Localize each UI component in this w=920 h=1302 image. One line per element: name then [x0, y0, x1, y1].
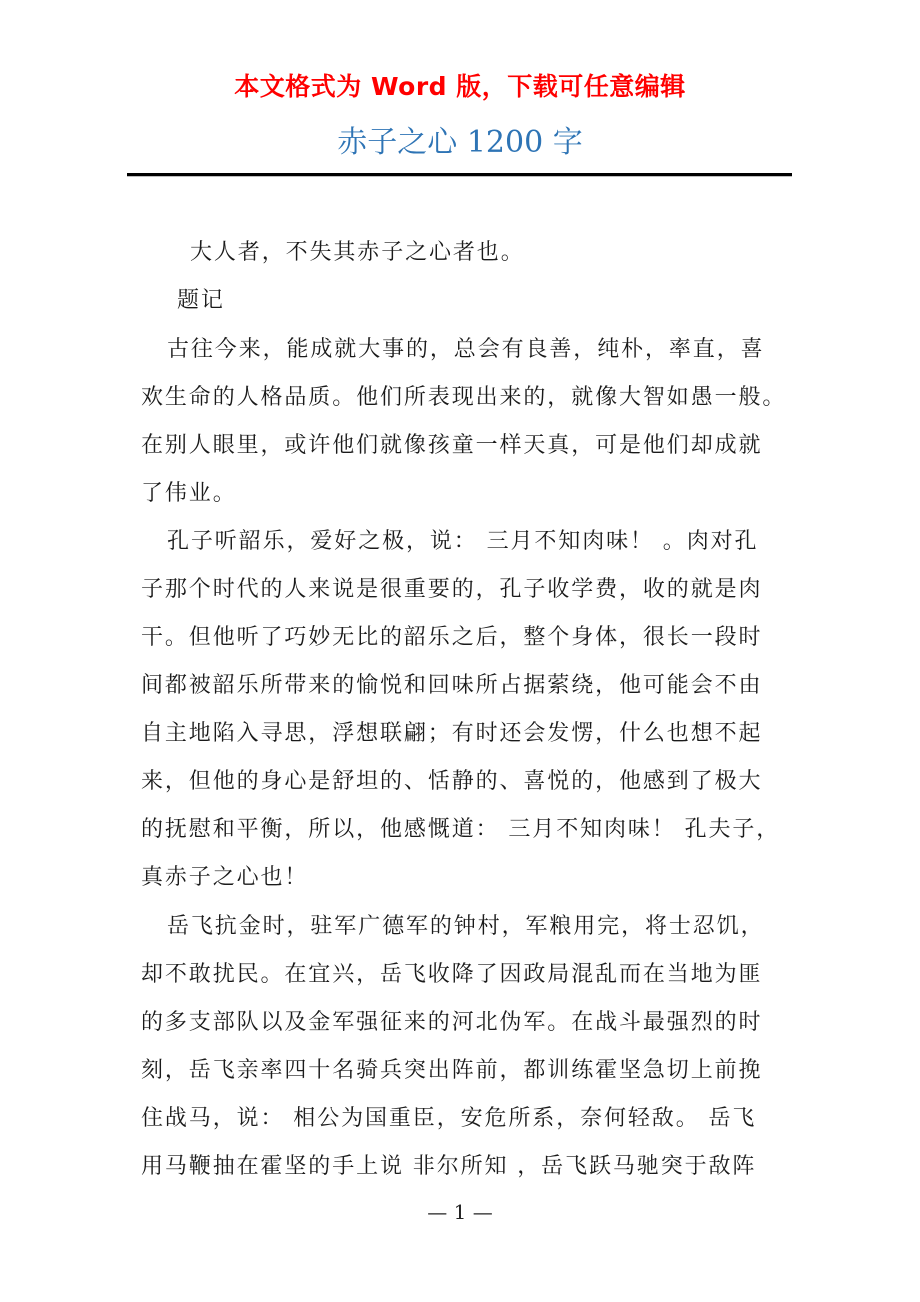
- text-line: 欢生命的人格品质。他们所表现出来的，就像大智如愚一般。: [141, 385, 787, 410]
- text-line: 住战马，说： 相公为国重臣，安危所系，奈何轻敌。 岳飞: [141, 1106, 757, 1131]
- title-divider-shadow: [127, 176, 792, 177]
- text-line: 题记: [177, 288, 225, 313]
- text-line: 的多支部队以及金军强征来的河北伪军。在战斗最强烈的时: [141, 1010, 763, 1035]
- page-number: — 1 —: [427, 1200, 493, 1224]
- text-line: 古往今来，能成就大事的，总会有良善，纯朴，率直，喜: [167, 337, 765, 362]
- text-line: 用马鞭抽在霍坚的手上说 非尔所知 ，岳飞跃马驰突于敌阵: [141, 1154, 757, 1179]
- text-line: 子那个时代的人来说是很重要的，孔子收学费，收的就是肉: [141, 577, 763, 602]
- text-line: 间都被韶乐所带来的愉悦和回味所占据萦绕，他可能会不由: [141, 673, 763, 698]
- text-line: 自主地陷入寻思，浮想联翩；有时还会发愣，什么也想不起: [141, 721, 763, 746]
- text-line: 却不敢扰民。在宜兴，岳飞收降了因政局混乱而在当地为匪: [141, 962, 763, 987]
- text-line: 大人者，不失其赤子之心者也。: [190, 240, 525, 265]
- text-line: 干。但他听了巧妙无比的韶乐之后，整个身体，很长一段时: [141, 625, 763, 650]
- text-line: 来，但他的身心是舒坦的、恬静的、喜悦的，他感到了极大: [141, 769, 763, 794]
- text-line: 的抚慰和平衡，所以，他感慨道： 三月不知肉味！ 孔夫子，: [141, 817, 781, 842]
- text-line: 在别人眼里，或许他们就像孩童一样天真，可是他们却成就: [141, 433, 763, 458]
- text-line: 了伟业。: [141, 481, 237, 506]
- text-line: 岳飞抗金时，驻军广德军的钟村，军粮用完，将士忍饥，: [167, 914, 765, 939]
- text-line: 刻，岳飞亲率四十名骑兵突出阵前，都训练霍坚急切上前挽: [141, 1058, 763, 1083]
- text-line: 孔子听韶乐，爱好之极，说： 三月不知肉味！ 。肉对孔: [167, 529, 759, 554]
- text-line: 真赤子之心也！: [141, 865, 309, 890]
- editable-notice: 本文格式为 Word 版，下载可任意编辑: [234, 72, 686, 101]
- document-title: 赤子之心 1200 字: [337, 125, 583, 160]
